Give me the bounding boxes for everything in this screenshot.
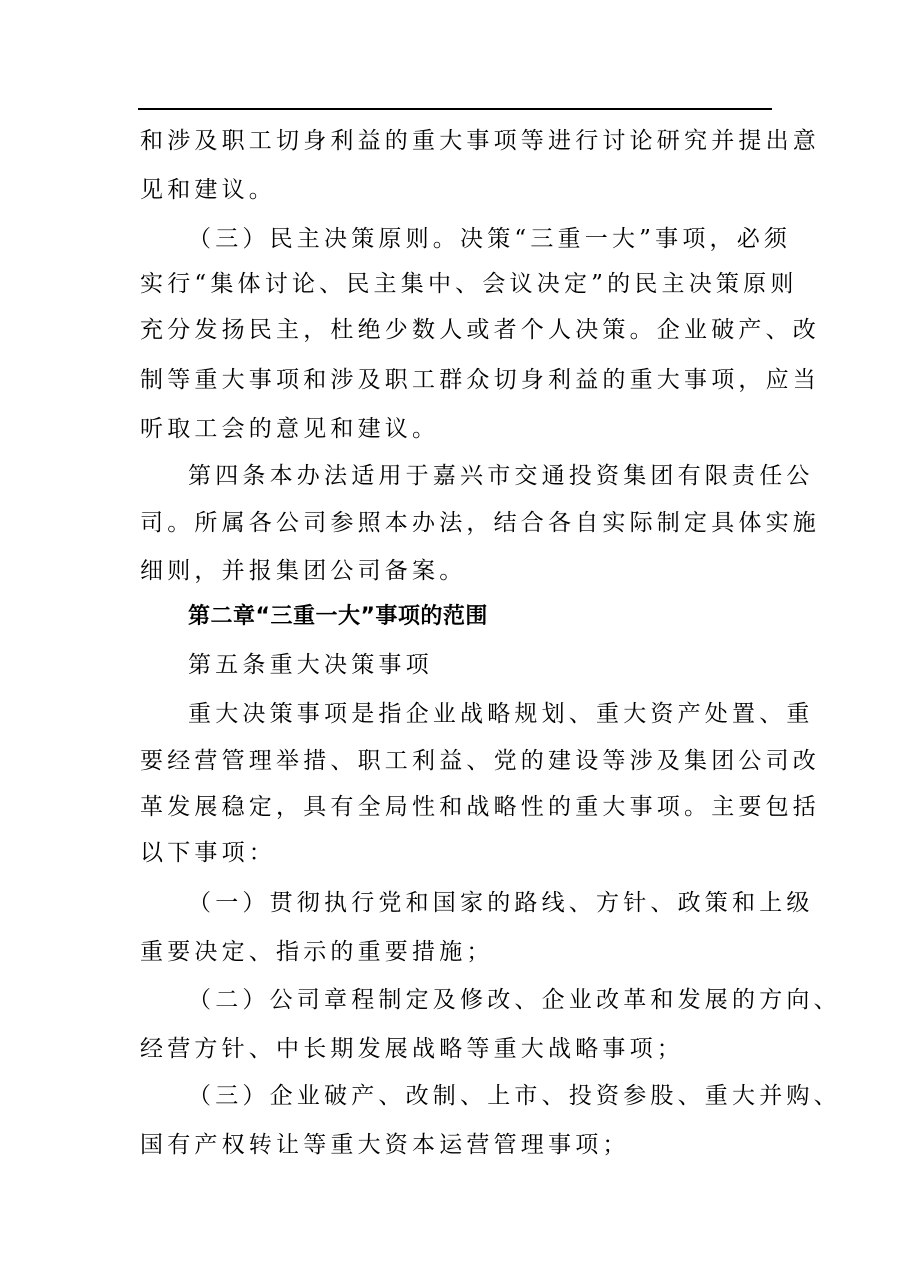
list-item-line: （三）企业破产、改制、上市、投资参股、重大并购、 (188, 1083, 841, 1109)
paragraph-line: 要经营管理举措、职工利益、党的建设等涉及集团公司改 (140, 748, 820, 774)
list-item-line: 重要决定、指示的重要措施； (140, 939, 494, 965)
paragraph-line: 和涉及职工切身利益的重大事项等进行讨论研究并提出意 (140, 128, 820, 154)
list-item-line: （一）贯彻执行党和国家的路线、方针、政策和上级 (188, 890, 814, 916)
paragraph-line: 见和建议。 (140, 177, 276, 203)
paragraph-line: 革发展稳定，具有全局性和战略性的重大事项。主要包括 (140, 794, 820, 820)
paragraph-line: 以下事项： (140, 840, 276, 866)
header-rule (138, 108, 772, 110)
paragraph-line: 制等重大事项和涉及职工群众切身利益的重大事项，应当 (140, 367, 820, 393)
paragraph-line: 实行“集体讨论、民主集中、会议决定”的民主决策原则 (140, 271, 798, 297)
paragraph-line: 听取工会的意见和建议。 (140, 416, 440, 442)
paragraph-line: （三）民主决策原则。决策“三重一大”事项，必须 (188, 226, 792, 252)
list-item-line: 国有产权转让等重大资本运营管理事项； (140, 1132, 630, 1158)
chapter-heading: 第二章“三重一大”事项的范围 (188, 604, 488, 629)
paragraph-line: 细则，并报集团公司备案。 (140, 558, 467, 584)
article-title: 第五条重大决策事项 (188, 652, 433, 678)
list-item-line: 经营方针、中长期发展战略等重大战略事项； (140, 1036, 684, 1062)
paragraph-line: 司。所属各公司参照本办法，结合各自实际制定具体实施 (140, 510, 820, 536)
paragraph-line: 重大决策事项是指企业战略规划、重大资产处置、重 (188, 701, 814, 727)
paragraph-line: 第四条本办法适用于嘉兴市交通投资集团有限责任公 (188, 463, 814, 489)
paragraph-line: 充分发扬民主，杜绝少数人或者个人决策。企业破产、改 (140, 317, 820, 343)
list-item-line: （二）公司章程制定及修改、企业改革和发展的方向、 (188, 987, 841, 1013)
